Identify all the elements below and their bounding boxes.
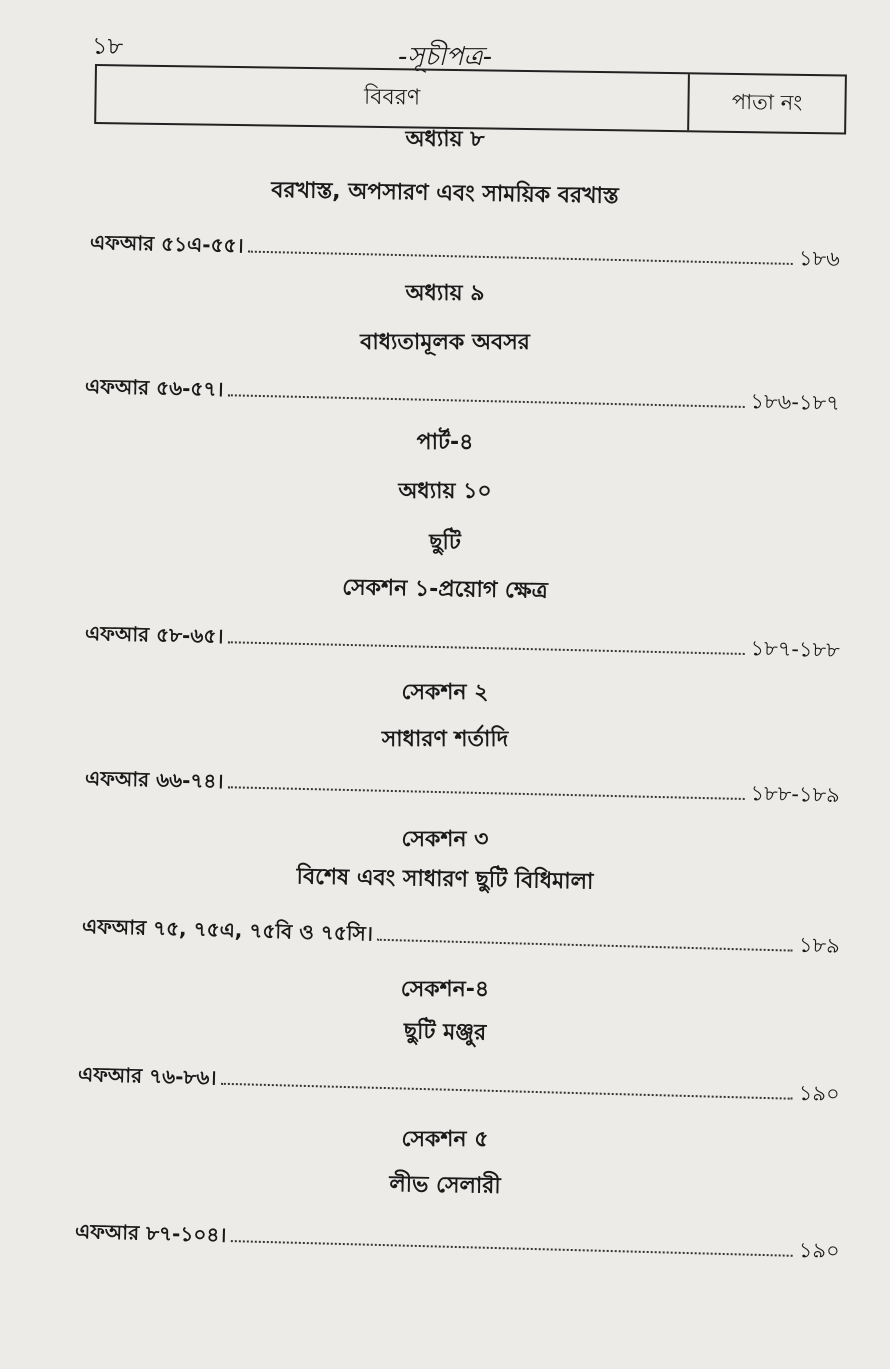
section-heading: সেকশন-৪	[400, 977, 490, 1002]
page-title: -সূচীপত্র-	[397, 42, 493, 72]
chapter-heading: অধ্যায় ৮	[405, 127, 485, 152]
toc-entry	[90, 226, 841, 278]
toc-entry	[75, 1215, 841, 1270]
dot-leader	[227, 394, 744, 408]
dot-leader	[377, 939, 793, 952]
entry-label: এফআর ৬৬-৭৪।	[84, 766, 224, 794]
toc-entry	[85, 762, 841, 814]
entry-page: ১৯০	[798, 1080, 841, 1106]
chapter-heading: অধ্যায় ১০	[398, 479, 492, 504]
chapter-subtitle: ছুটি	[429, 530, 461, 555]
dot-leader	[220, 1083, 792, 1100]
dot-leader	[248, 251, 793, 265]
entry-page: ১৮৭-১৮৮	[750, 636, 841, 663]
chapter-subtitle: বাধ্যতামূলক অবসর	[360, 330, 530, 355]
page-number: ১৮	[92, 32, 124, 60]
description-column-header: বিবরণ	[96, 66, 690, 130]
toc-entry	[82, 910, 841, 965]
section-heading: সেকশন ২	[401, 680, 489, 705]
chapter-subtitle: বরখাস্ত, অপসারণ এবং সাময়িক বরখাস্ত	[271, 177, 619, 210]
chapter-heading: অধ্যায় ৯	[405, 281, 485, 306]
entry-page: ১৯০	[798, 1237, 841, 1264]
section-heading: সেকশন ১-প্রয়োগ ক্ষেত্র	[341, 575, 549, 604]
entry-page: ১৮৬-১৮৭	[750, 389, 841, 416]
section-heading: সেকশন ৫	[401, 1127, 489, 1152]
entry-label: এফআর ৭৫, ৭৫এ, ৭৫বি ও ৭৫সি।	[81, 914, 374, 946]
section-subtitle: ছুটি মঞ্জুর	[403, 1019, 487, 1046]
entry-label: এফআর ৫৬-৫৭।	[84, 374, 224, 402]
dot-leader	[227, 786, 744, 800]
dot-leader	[227, 641, 744, 655]
entry-page: ১৮৬	[798, 246, 841, 272]
entry-page: ১৮৯	[798, 932, 841, 958]
section-subtitle: বিশেষ এবং সাধারণ ছুটি বিধিমালা	[296, 864, 594, 895]
entry-label: এফআর ৭৬-৮৬।	[77, 1062, 217, 1090]
part-heading: পার্ট-৪	[416, 430, 474, 455]
page-column-header: পাতা নং	[731, 89, 803, 115]
toc-entry	[78, 1058, 841, 1113]
entry-label: এফআর ৫৮-৬৫।	[84, 621, 224, 649]
entry-label: এফআর ৮৭-১০৪।	[74, 1219, 227, 1247]
section-subtitle: সাধারণ শর্তাদি	[381, 727, 509, 752]
dot-leader	[230, 1240, 792, 1257]
entry-label: এফআর ৫১এ-৫৫।	[89, 230, 244, 258]
toc-entry	[85, 370, 841, 422]
entry-page: ১৮৮-১৮৯	[750, 781, 841, 808]
section-subtitle: লীভ সেলারী	[389, 1172, 501, 1199]
section-heading: সেকশন ৩	[401, 827, 489, 852]
toc-entry	[85, 617, 841, 669]
